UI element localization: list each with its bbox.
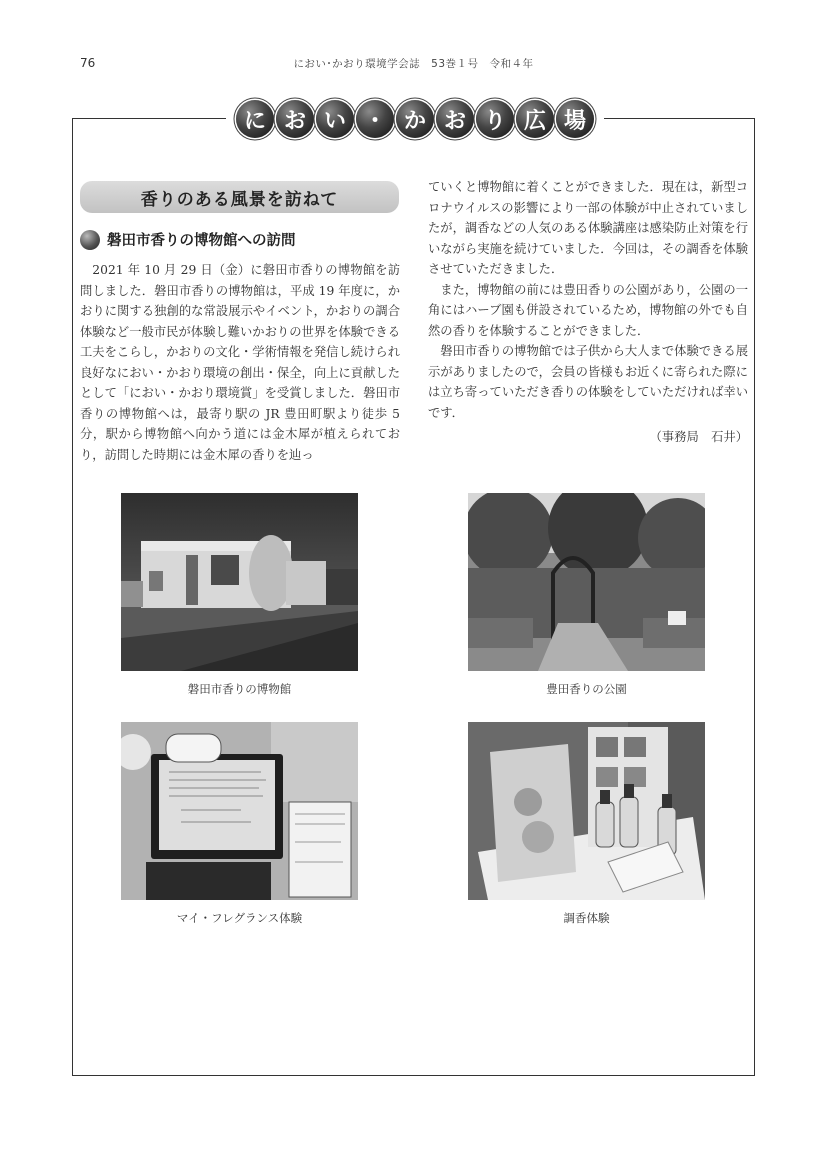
paragraph-3: 磐田市香りの博物館では子供から大人まで体験できる展示がありましたので，会員の皆様もお近くに寄られた際には立ち寄っていただき香りの体験をしていただければ幸いです． (428, 344, 748, 420)
fragrance-kiosk-caption: マイ・フレグランス体験 (176, 911, 303, 925)
page-number: 76 (80, 56, 96, 70)
garden-photo (468, 493, 705, 671)
museum-photo (121, 493, 358, 671)
banner-char: お (436, 100, 474, 138)
signature: （事務局 石井） (649, 430, 748, 444)
paragraph-2: また，博物館の前には豊田香りの公園があり，公園の一角にはハーブ園も併設されているため，博物館の外でも自然の香りを体験することができました． (428, 282, 748, 338)
journal-header: におい･かおり環境学会誌 53巻１号 令和４年 (293, 58, 534, 70)
banner-char: い (316, 100, 354, 138)
perfume-blending-caption: 調香体験 (563, 911, 610, 925)
garden-caption: 豊田香りの公園 (546, 682, 627, 696)
banner-char: り (476, 100, 514, 138)
subheading (80, 229, 296, 250)
fragrance-kiosk-photo (121, 722, 358, 900)
column-banner (226, 96, 604, 142)
right-column (428, 177, 748, 448)
left-column (80, 260, 400, 465)
banner-char: お (276, 100, 314, 138)
banner-char: に (236, 100, 274, 138)
sphere-bullet-icon (80, 230, 100, 250)
banner-char: ・ (356, 100, 394, 138)
banner-char: 広 (516, 100, 554, 138)
subheading-text: 磐田市香りの博物館への訪問 (107, 233, 296, 249)
section-title: 香りのある風景を訪ねて (80, 181, 399, 213)
perfume-blending-photo (468, 722, 705, 900)
paragraph-1-continued: ていくと博物館に着くことができました．現在は，新型コロナウイルスの影響により一部の体験が中止されていましたが，調香などの人気のある体験講座は感染防止対策を行いながら実施を続けていました．今回は，その調香を体験させていただきました． (428, 180, 748, 276)
museum-caption: 磐田市香りの博物館 (187, 682, 292, 696)
banner-char: か (396, 100, 434, 138)
paragraph-1: 2021 年 10 月 29 日（金）に磐田市香りの博物館を訪問しました．磐田市香りの博物館は，平成 19 年度に，かおりに関する独創的な常設展示やイベント，かおりの調合体験など一般市民が体験し難いかおりの世界を体験できる工夫をこらし，かおりの文化・学術情報を発信し続けられ良好なにおい・かおり環境の創出・保全，向上に貢献したとして「におい・かおり環境賞」を受賞しました．磐田市香りの博物館へは，最寄り駅の JR 豊田町駅より徒歩 5 分，駅から博物館へ向かう道には金木犀が植えられており，訪問した時期には金木犀の香りを辿っ (80, 263, 400, 462)
banner-char: 場 (556, 100, 594, 138)
